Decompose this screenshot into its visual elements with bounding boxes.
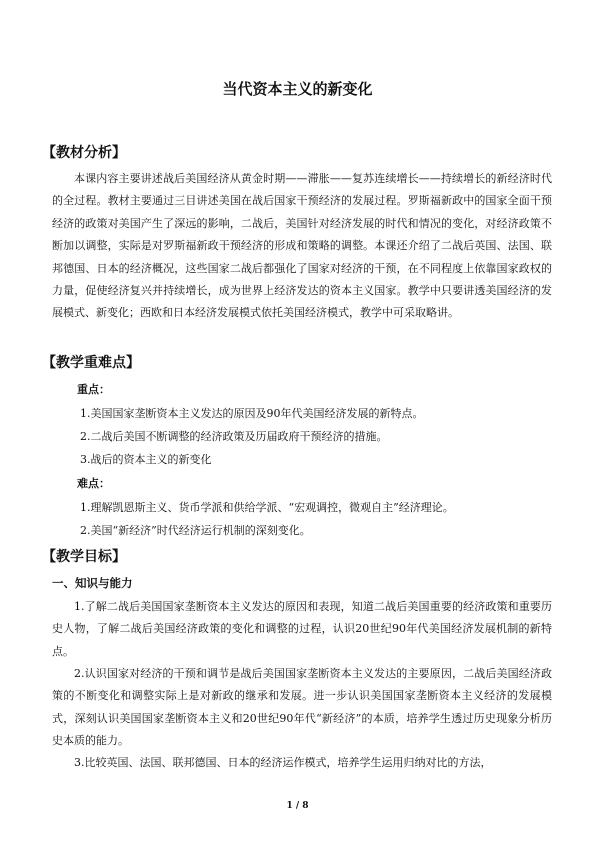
difficult-item-2: 2.美国“新经济”时代经济运行机制的深刻变化。: [80, 524, 311, 537]
key-item-3: 3.战后的资本主义的新变化: [80, 453, 212, 466]
difficult-label: 难点：: [77, 477, 110, 490]
goals-paragraph-1: 1.了解二战后美国国家垄断资本主义发达的原因和表现，知道二战后美国重要的经济政策和重要历史人物，了解二战后美国经济政策的变化和调整的过程，认识20世纪90年代美国经济发展机制的新特点。: [52, 600, 552, 658]
difficult-item-1: 1.理解凯恩斯主义、货币学派和供给学派、“宏观调控，微观自主”经济理论。: [80, 501, 454, 514]
key-label: 重点：: [77, 383, 110, 396]
goals-paragraph-2: 2.认识国家对经济的干预和调节是战后美国国家垄断资本主义发达的主要原因，二战后美国经济政策的不断变化和调整实际上是对新政的继承和发展。进一步认识美国国家垄断资本主义经济的发展模式，深刻认识美国国家垄断资本主义和20世纪90年代“新经济”的本质，培养学生透过历史现象分析历史本质的能力。: [52, 667, 552, 748]
heading-goals: 【教学目标】: [42, 549, 126, 565]
page-number: 1 / 8: [286, 801, 309, 811]
heading-analysis: 【教材分析】: [42, 145, 126, 161]
goals-subheading: 一、知识与能力: [52, 576, 133, 590]
goals-paragraph-3: 3.比较英国、法国、联邦德国、日本的经济运作模式，培养学生运用归纳对比的方法，: [74, 756, 492, 769]
key-item-2: 2.二战后美国不断调整的经济政策及历届政府干预经济的措施。: [80, 430, 388, 443]
heading-key-points: 【教学重难点】: [42, 355, 140, 371]
analysis-paragraph: 本课内容主要讲述战后美国经济从黄金时期——滞胀——复苏连续增长——持续增长的新经济时代的全过程。教材主要通过三目讲述美国在战后国家干预经济的发展过程。罗斯福新政中的国家全面干预经济的政策对美国产生了深远的影响，二战后，美国针对经济发展的时代和情况的变化，对经济政策不断加以调整，实际是对罗斯福新政干预经济的形成和策略的调整。本课还介绍了二战后英国、法国、联邦德国、日本的经济概况，这些国家二战后都强化了国家对经济的干预，在不同程度上依靠国家政权的力量，促使经济复兴并持续增长，成为世界上经济发达的资本主义国家。教学中只要讲透美国经济的发展模式、新变化；西欧和日本经济发展模式依托美国经济模式，教学中可采取略讲。: [52, 172, 552, 320]
key-item-1: 1.美国国家垄断资本主义发达的原因及90年代美国经济发展的新特点。: [80, 407, 424, 420]
page-title: 当代资本主义的新变化: [222, 80, 373, 98]
